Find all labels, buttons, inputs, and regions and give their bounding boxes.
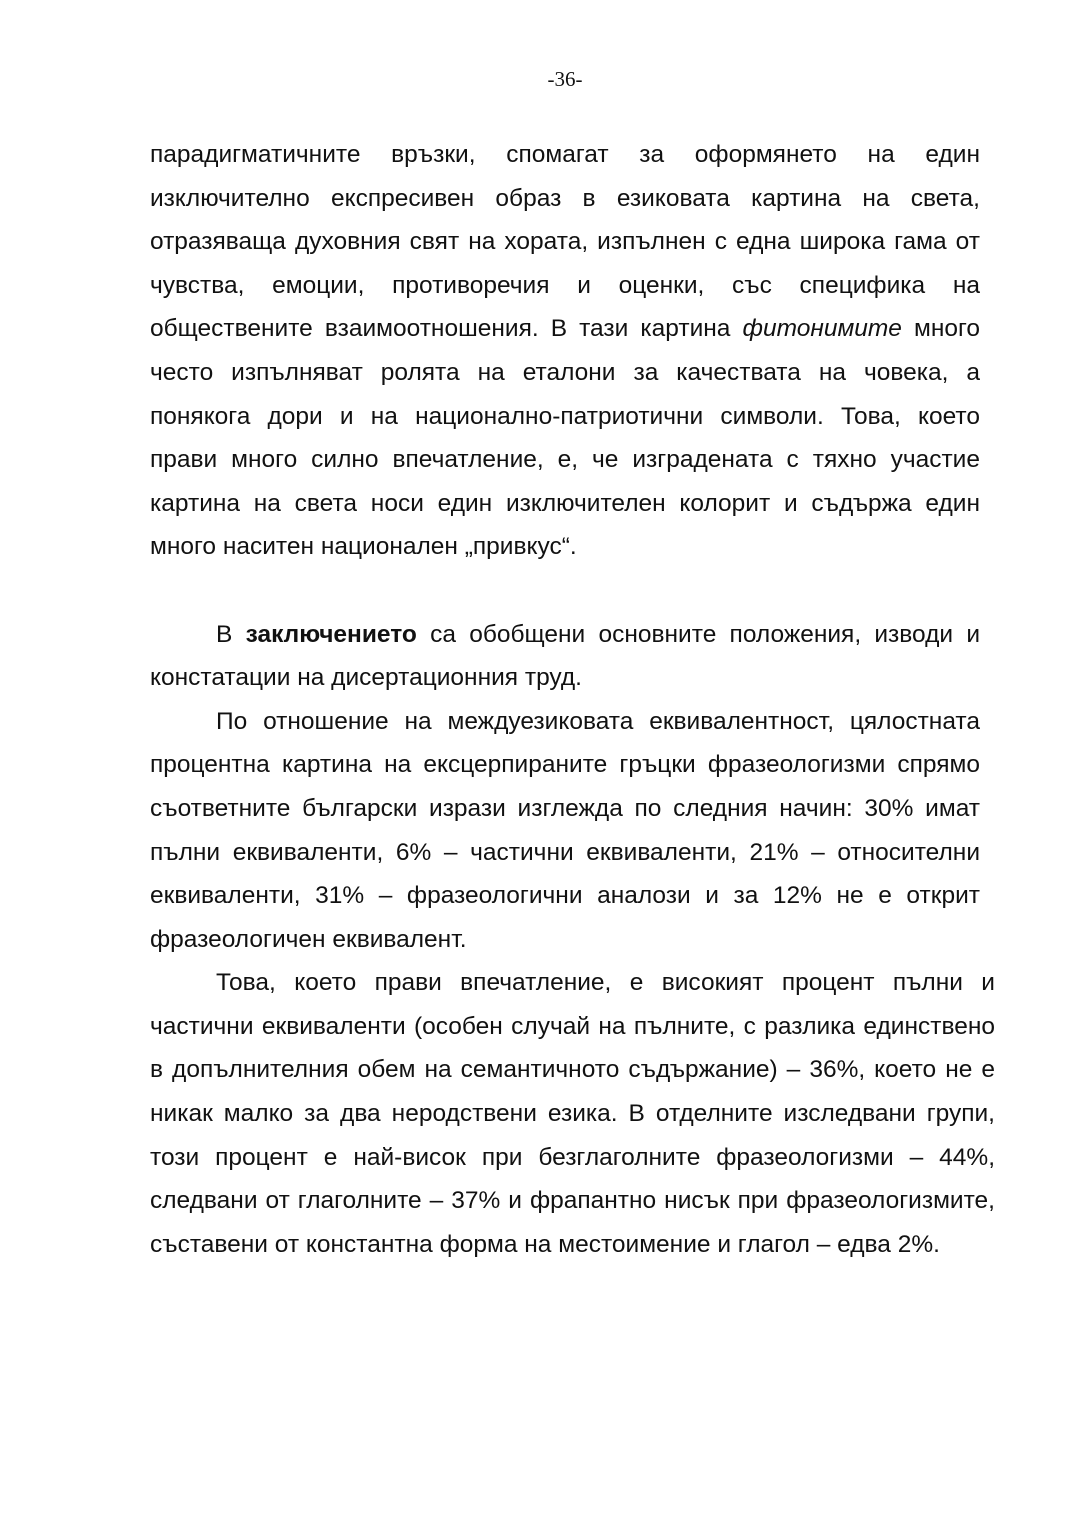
paragraph-percentages: Това, което прави впечатление, е високият процент пълни и частични еквиваленти (особен случай на пълните, с разлика единствено в допълнителния обем на семантичното съдържание) – 36%, което не е никак малко за два неродствени езика. В отделните изследвани групи, този процент е най-висок при безглаголните фразеологизми – 44%, следвани от глаголните – 37% и фрапантно нисък при фразеологизмите, съставени от константна форма на местоимение и глагол – едва 2%. bbox=[150, 969, 995, 1258]
document-body bbox=[150, 133, 995, 1266]
paragraph-text: много често изпълняват ролята на еталони за качествата на човека, а понякога дори и на национално-патриотични символи. Това, което прави много силно впечатление, е, че изградената с тяхно участие картина на света носи един изключителен колорит и съдържа един много наситен национален „привкус“. bbox=[150, 315, 980, 561]
paragraph-text: парадигматичните връзки, спомагат за оформянето на един изключително експресивен образ в езиковата картина на света, отразяваща духовния свят на хората, изпълнен с една широка гама от чувства, емоции, противоречия и оценки, със специфика на обществените взаимоотношения. В тази картина bbox=[150, 141, 980, 343]
paragraph-conclusion bbox=[150, 613, 980, 700]
italic-term: фитонимите bbox=[742, 315, 902, 343]
paragraph-equivalence: По отношение на междуезиковата еквивалентност, цялостната процентна картина на ексцерпираните гръцки фразеологизми спрямо съответните български изрази изглежда по следния начин: 30% имат пълни еквиваленти, 6% – частични еквиваленти, 21% – относителни еквиваленти, 31% – фразеологични аналози и за 12% не е открит фразеологичен еквивалент. bbox=[150, 707, 980, 953]
paragraph-text: В bbox=[216, 620, 233, 648]
paragraph-phytonyms bbox=[150, 133, 980, 569]
paragraph-text: са обобщени основните положения, изводи и констатации на дисертационния труд. bbox=[150, 620, 981, 692]
bold-term: заключението bbox=[245, 620, 417, 648]
page-number: -36- bbox=[547, 67, 583, 91]
